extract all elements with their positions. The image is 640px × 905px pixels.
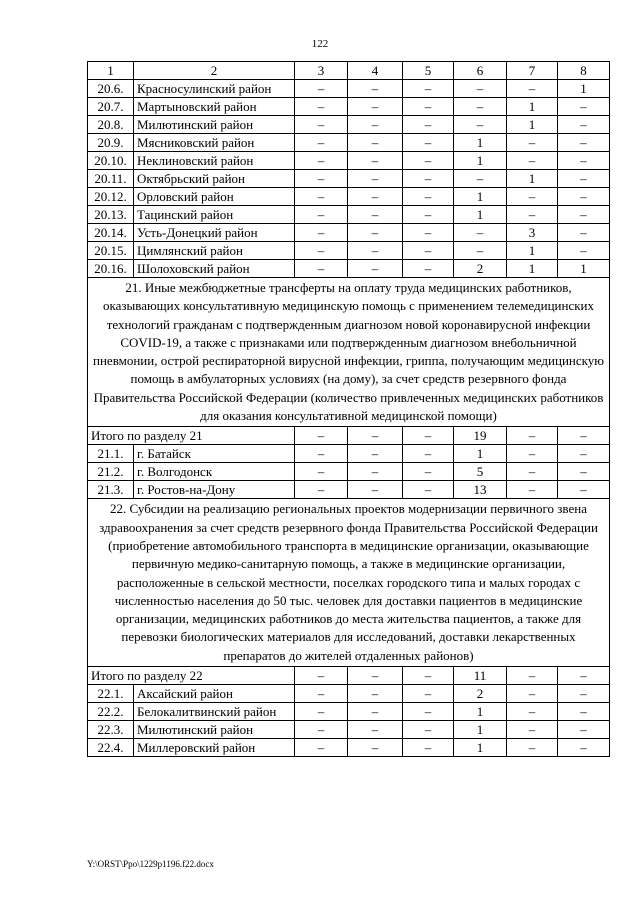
value-cell: – [403, 170, 454, 188]
value-cell: – [295, 721, 348, 739]
section-heading-row [88, 499, 610, 667]
district-name: Мясниковский район [134, 134, 295, 152]
value-cell: – [558, 703, 610, 721]
value-cell: – [348, 721, 403, 739]
value-cell: – [295, 152, 348, 170]
value-cell: – [348, 667, 403, 685]
section-total-row [88, 667, 610, 685]
value-cell: – [403, 739, 454, 757]
district-name: Тацинский район [134, 206, 295, 224]
table-row [88, 242, 610, 260]
data-table [87, 61, 610, 757]
value-cell: – [558, 427, 610, 445]
header-cell: 6 [454, 62, 507, 80]
value-cell: – [348, 703, 403, 721]
value-cell: – [295, 427, 348, 445]
value-cell: – [558, 242, 610, 260]
total-label: Итого по разделу 21 [88, 427, 295, 445]
table-row [88, 206, 610, 224]
row-number: 22.2. [88, 703, 134, 721]
value-cell: – [454, 224, 507, 242]
value-cell: 19 [454, 427, 507, 445]
value-cell: – [348, 224, 403, 242]
header-cell: 4 [348, 62, 403, 80]
value-cell: – [403, 721, 454, 739]
row-number: 20.16. [88, 260, 134, 278]
value-cell: – [454, 98, 507, 116]
value-cell: – [507, 463, 558, 481]
value-cell: – [454, 242, 507, 260]
value-cell: – [295, 703, 348, 721]
row-number: 22.4. [88, 739, 134, 757]
value-cell: – [403, 206, 454, 224]
table-row [88, 80, 610, 98]
table-row [88, 260, 610, 278]
row-number: 20.11. [88, 170, 134, 188]
value-cell: – [558, 685, 610, 703]
value-cell: – [295, 260, 348, 278]
row-number: 20.14. [88, 224, 134, 242]
value-cell: 2 [454, 260, 507, 278]
table-row [88, 739, 610, 757]
value-cell: – [403, 188, 454, 206]
district-name: Неклиновский район [134, 152, 295, 170]
district-name: Миллеровский район [134, 739, 295, 757]
header-cell: 2 [134, 62, 295, 80]
district-name: Мартыновский район [134, 98, 295, 116]
value-cell: – [558, 188, 610, 206]
value-cell: – [403, 667, 454, 685]
value-cell: – [348, 98, 403, 116]
value-cell: – [403, 224, 454, 242]
header-row [88, 62, 610, 80]
header-cell: 3 [295, 62, 348, 80]
value-cell: – [348, 260, 403, 278]
table-row [88, 703, 610, 721]
value-cell: 1 [507, 260, 558, 278]
value-cell: – [558, 739, 610, 757]
value-cell: – [295, 206, 348, 224]
value-cell: – [558, 134, 610, 152]
table-row [88, 685, 610, 703]
value-cell: – [558, 170, 610, 188]
value-cell: – [295, 481, 348, 499]
value-cell: – [454, 80, 507, 98]
value-cell: 1 [507, 116, 558, 134]
value-cell: – [403, 445, 454, 463]
district-name: г. Ростов-на-Дону [134, 481, 295, 499]
value-cell: – [558, 224, 610, 242]
value-cell: – [403, 80, 454, 98]
district-name: г. Батайск [134, 445, 295, 463]
row-number: 22.1. [88, 685, 134, 703]
table-row [88, 445, 610, 463]
value-cell: – [348, 188, 403, 206]
value-cell: – [558, 721, 610, 739]
value-cell: – [295, 80, 348, 98]
district-name: Октябрьский район [134, 170, 295, 188]
value-cell: – [507, 134, 558, 152]
value-cell: – [295, 685, 348, 703]
value-cell: 1 [454, 445, 507, 463]
value-cell: 1 [454, 134, 507, 152]
value-cell: – [507, 206, 558, 224]
table-row [88, 224, 610, 242]
value-cell: – [295, 739, 348, 757]
table-row [88, 463, 610, 481]
value-cell: – [507, 445, 558, 463]
table-row [88, 152, 610, 170]
value-cell: – [348, 481, 403, 499]
value-cell: – [507, 739, 558, 757]
value-cell: – [348, 739, 403, 757]
row-number: 21.3. [88, 481, 134, 499]
table-row [88, 134, 610, 152]
value-cell: – [295, 224, 348, 242]
value-cell: 1 [454, 152, 507, 170]
header-cell: 5 [403, 62, 454, 80]
value-cell: – [558, 98, 610, 116]
value-cell: – [507, 152, 558, 170]
district-name: Милютинский район [134, 721, 295, 739]
value-cell: 2 [454, 685, 507, 703]
value-cell: – [348, 170, 403, 188]
value-cell: – [295, 667, 348, 685]
value-cell: – [558, 445, 610, 463]
value-cell: – [403, 260, 454, 278]
row-number: 21.1. [88, 445, 134, 463]
header-cell: 8 [558, 62, 610, 80]
value-cell: – [348, 116, 403, 134]
district-name: Усть-Донецкий район [134, 224, 295, 242]
value-cell: – [295, 134, 348, 152]
value-cell: – [403, 116, 454, 134]
value-cell: – [403, 427, 454, 445]
value-cell: – [403, 463, 454, 481]
value-cell: – [403, 703, 454, 721]
section-heading-row [88, 278, 610, 427]
value-cell: – [348, 463, 403, 481]
value-cell: – [295, 98, 348, 116]
value-cell: – [295, 188, 348, 206]
row-number: 21.2. [88, 463, 134, 481]
value-cell: – [403, 134, 454, 152]
value-cell: – [295, 170, 348, 188]
value-cell: 1 [454, 721, 507, 739]
value-cell: – [507, 481, 558, 499]
table-row [88, 170, 610, 188]
value-cell: – [558, 667, 610, 685]
value-cell: 1 [454, 188, 507, 206]
table-row [88, 116, 610, 134]
value-cell: – [295, 116, 348, 134]
value-cell: – [507, 667, 558, 685]
row-number: 20.12. [88, 188, 134, 206]
table-body [88, 62, 610, 757]
district-name: Цимлянский район [134, 242, 295, 260]
value-cell: – [348, 427, 403, 445]
page-number: 122 [311, 38, 329, 50]
value-cell: – [507, 427, 558, 445]
value-cell: 1 [507, 242, 558, 260]
row-number: 22.3. [88, 721, 134, 739]
value-cell: – [558, 116, 610, 134]
district-name: Милютинский район [134, 116, 295, 134]
value-cell: – [558, 206, 610, 224]
value-cell: 5 [454, 463, 507, 481]
value-cell: 1 [558, 80, 610, 98]
value-cell: – [295, 463, 348, 481]
row-number: 20.8. [88, 116, 134, 134]
value-cell: – [507, 721, 558, 739]
row-number: 20.10. [88, 152, 134, 170]
value-cell: – [348, 445, 403, 463]
value-cell: – [348, 152, 403, 170]
value-cell: – [558, 152, 610, 170]
value-cell: – [403, 152, 454, 170]
value-cell: 1 [454, 703, 507, 721]
value-cell: – [348, 242, 403, 260]
value-cell: 1 [454, 206, 507, 224]
section-heading: 21. Иные межбюджетные трансферты на оплату труда медицинских работников, оказывающих консультативную медицинскую помощь с применением телемедицинских технологий гражданам с подтвержденным диагнозом новой коронавирусной инфекции COVID-19, а также с признаками или подтвержденным диагнозом внебольничной пневмонии, острой респираторной вирусной инфекции, гриппа, получающим медицинскую помощь в амбулаторных условиях (на дому), за счет средств резервного фонда Правительства Российской Федерации (количество привлеченных медицинских работников для оказания консультативной медицинской помощи) [88, 278, 610, 427]
value-cell: 3 [507, 224, 558, 242]
row-number: 20.13. [88, 206, 134, 224]
value-cell: – [403, 242, 454, 260]
header-cell: 7 [507, 62, 558, 80]
value-cell: – [348, 685, 403, 703]
row-number: 20.7. [88, 98, 134, 116]
value-cell: – [403, 481, 454, 499]
value-cell: – [454, 170, 507, 188]
district-name: Аксайский район [134, 685, 295, 703]
value-cell: – [558, 481, 610, 499]
header-cell: 1 [88, 62, 134, 80]
value-cell: – [295, 445, 348, 463]
value-cell: – [348, 80, 403, 98]
value-cell: 11 [454, 667, 507, 685]
value-cell: – [558, 463, 610, 481]
value-cell: – [507, 703, 558, 721]
row-number: 20.9. [88, 134, 134, 152]
total-label: Итого по разделу 22 [88, 667, 295, 685]
value-cell: – [507, 685, 558, 703]
table-row [88, 721, 610, 739]
value-cell: – [507, 188, 558, 206]
table-row [88, 481, 610, 499]
row-number: 20.6. [88, 80, 134, 98]
value-cell: – [403, 685, 454, 703]
section-total-row [88, 427, 610, 445]
table-row [88, 188, 610, 206]
district-name: г. Волгодонск [134, 463, 295, 481]
value-cell: – [403, 98, 454, 116]
value-cell: 1 [454, 739, 507, 757]
value-cell: – [507, 80, 558, 98]
row-number: 20.15. [88, 242, 134, 260]
section-heading: 22. Субсидии на реализацию региональных проектов модернизации первичного звена здравоохранения за счет средств резервного фонда Правительства Российской Федерации (приобретение автомобильного транспорта в медицинские организации, оказывающие первичную медико-санитарную помощь, а также в медицинские организации, расположенные в сельской местности, поселках городского типа и малых городах с численностью населения до 50 тыс. человек для доставки пациентов в медицинские организации, медицинских работников до места жительства пациентов, а также для перевозки биологических материалов для исследований, доставки лекарственных препаратов до жителей отдаленных районов) [88, 499, 610, 667]
district-name: Шолоховский район [134, 260, 295, 278]
file-path-footer: Y:\ORST\Ppo\1229p1196.f22.docx [87, 859, 214, 869]
value-cell: – [348, 134, 403, 152]
value-cell: – [348, 206, 403, 224]
value-cell: 1 [507, 98, 558, 116]
table-row [88, 98, 610, 116]
value-cell: – [454, 116, 507, 134]
district-name: Орловский район [134, 188, 295, 206]
district-name: Красносулинский район [134, 80, 295, 98]
value-cell: 1 [507, 170, 558, 188]
value-cell: 1 [558, 260, 610, 278]
value-cell: 13 [454, 481, 507, 499]
value-cell: – [295, 242, 348, 260]
district-name: Белокалитвинский район [134, 703, 295, 721]
